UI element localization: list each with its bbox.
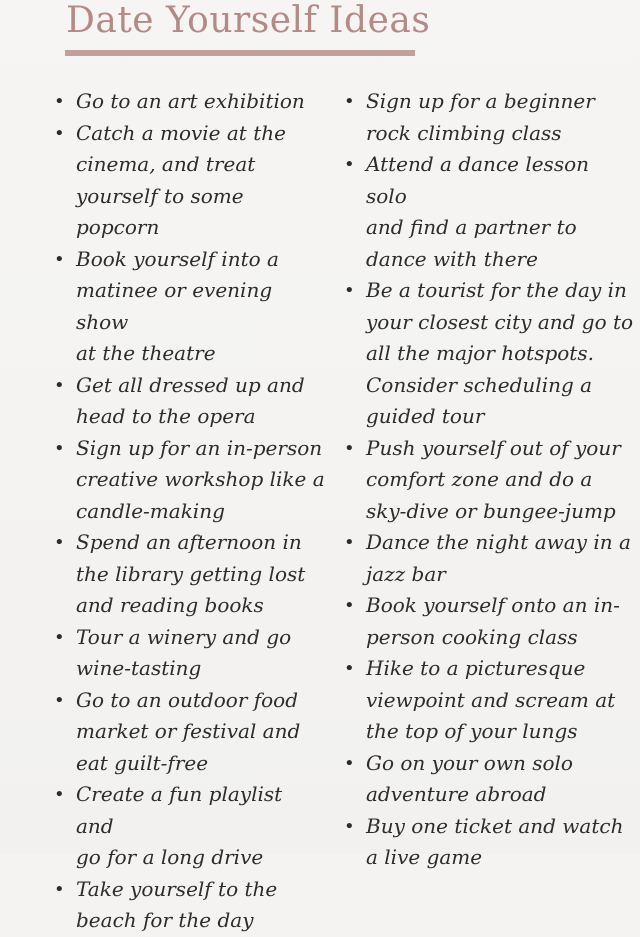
bullet-icon: • bbox=[54, 784, 65, 805]
list-item bbox=[344, 86, 634, 149]
list-item-text: Dance the night away in a jazz bar bbox=[366, 530, 631, 586]
list-item bbox=[54, 685, 326, 780]
bullet-icon: • bbox=[344, 437, 355, 459]
list-item-text: Catch a movie at the cinema, and treat yourself to some popcorn bbox=[76, 120, 286, 239]
list-item bbox=[344, 527, 634, 590]
list-item bbox=[54, 779, 326, 874]
list-item bbox=[54, 527, 326, 622]
bullet-icon: • bbox=[54, 374, 65, 396]
bullet-icon: • bbox=[344, 532, 355, 553]
list-item bbox=[54, 86, 326, 118]
list-item-text: Tour a winery and go wine-tasting bbox=[76, 624, 292, 680]
list-item-text: Book yourself onto an in- person cooking class bbox=[366, 593, 620, 649]
list-item-text: Spend an afternoon in the library getting lost and reading books bbox=[76, 530, 306, 617]
list-item bbox=[344, 275, 634, 433]
bullet-icon: • bbox=[54, 248, 65, 270]
list-item bbox=[54, 370, 326, 433]
title-underline bbox=[65, 50, 415, 56]
list-item-text: Go on your own solo adventure abroad bbox=[366, 750, 573, 806]
list-item bbox=[54, 244, 326, 370]
list-item-text: Hike to a picturesque viewpoint and scream at the top of your lungs bbox=[366, 656, 616, 743]
list-item bbox=[54, 118, 326, 244]
page-title: Date Yourself Ideas bbox=[66, 0, 431, 41]
list-item bbox=[344, 811, 634, 874]
bullet-icon: • bbox=[344, 595, 355, 616]
list-item bbox=[344, 433, 634, 528]
left-column-list bbox=[54, 86, 326, 937]
bullet-icon: • bbox=[54, 437, 65, 459]
list-item-text: Take yourself to the beach for the day bbox=[76, 876, 278, 932]
list-item-text: Book yourself into a matinee or evening show at the theatre bbox=[76, 246, 279, 365]
bullet-icon: • bbox=[54, 532, 65, 553]
list-item-text: Push yourself out of your comfort zone and do a sky-dive or bungee-jump bbox=[366, 435, 621, 523]
list-item-text: Be a tourist for the day in your closest city and go to all the major hotspots. Consider scheduling a guided tour bbox=[366, 278, 634, 428]
bullet-icon: • bbox=[344, 658, 355, 679]
list-item-text: Go to an art exhibition bbox=[76, 89, 305, 113]
list-item-text: Buy one ticket and watch a live game bbox=[366, 813, 624, 869]
bullet-icon: • bbox=[54, 626, 65, 648]
list-item bbox=[54, 433, 326, 528]
list-item-text: Create a fun playlist and go for a long drive bbox=[76, 782, 283, 869]
list-item-text: Attend a dance lesson solo and find a partner to dance with there bbox=[366, 152, 590, 271]
bullet-icon: • bbox=[344, 91, 355, 112]
bullet-icon: • bbox=[344, 815, 355, 837]
list-item bbox=[54, 874, 326, 937]
bullet-icon: • bbox=[344, 280, 355, 301]
bullet-icon: • bbox=[54, 91, 65, 112]
list-item bbox=[344, 653, 634, 748]
bullet-icon: • bbox=[54, 878, 65, 900]
bullet-icon: • bbox=[54, 689, 65, 711]
list-item-text: Go to an outdoor food market or festival and eat guilt-free bbox=[76, 687, 301, 775]
bullet-icon: • bbox=[344, 154, 355, 175]
list-item bbox=[344, 748, 634, 811]
list-item bbox=[54, 622, 326, 685]
list-item bbox=[344, 590, 634, 653]
list-item bbox=[344, 149, 634, 275]
list-item-text: Sign up for an in-person creative workshop like a candle-making bbox=[76, 435, 325, 523]
bullet-icon: • bbox=[54, 122, 65, 144]
list-item-text: Sign up for a beginner rock climbing class bbox=[366, 89, 595, 145]
right-column-list bbox=[344, 86, 634, 874]
list-item-text: Get all dressed up and head to the opera bbox=[76, 372, 305, 428]
bullet-icon: • bbox=[344, 752, 355, 774]
